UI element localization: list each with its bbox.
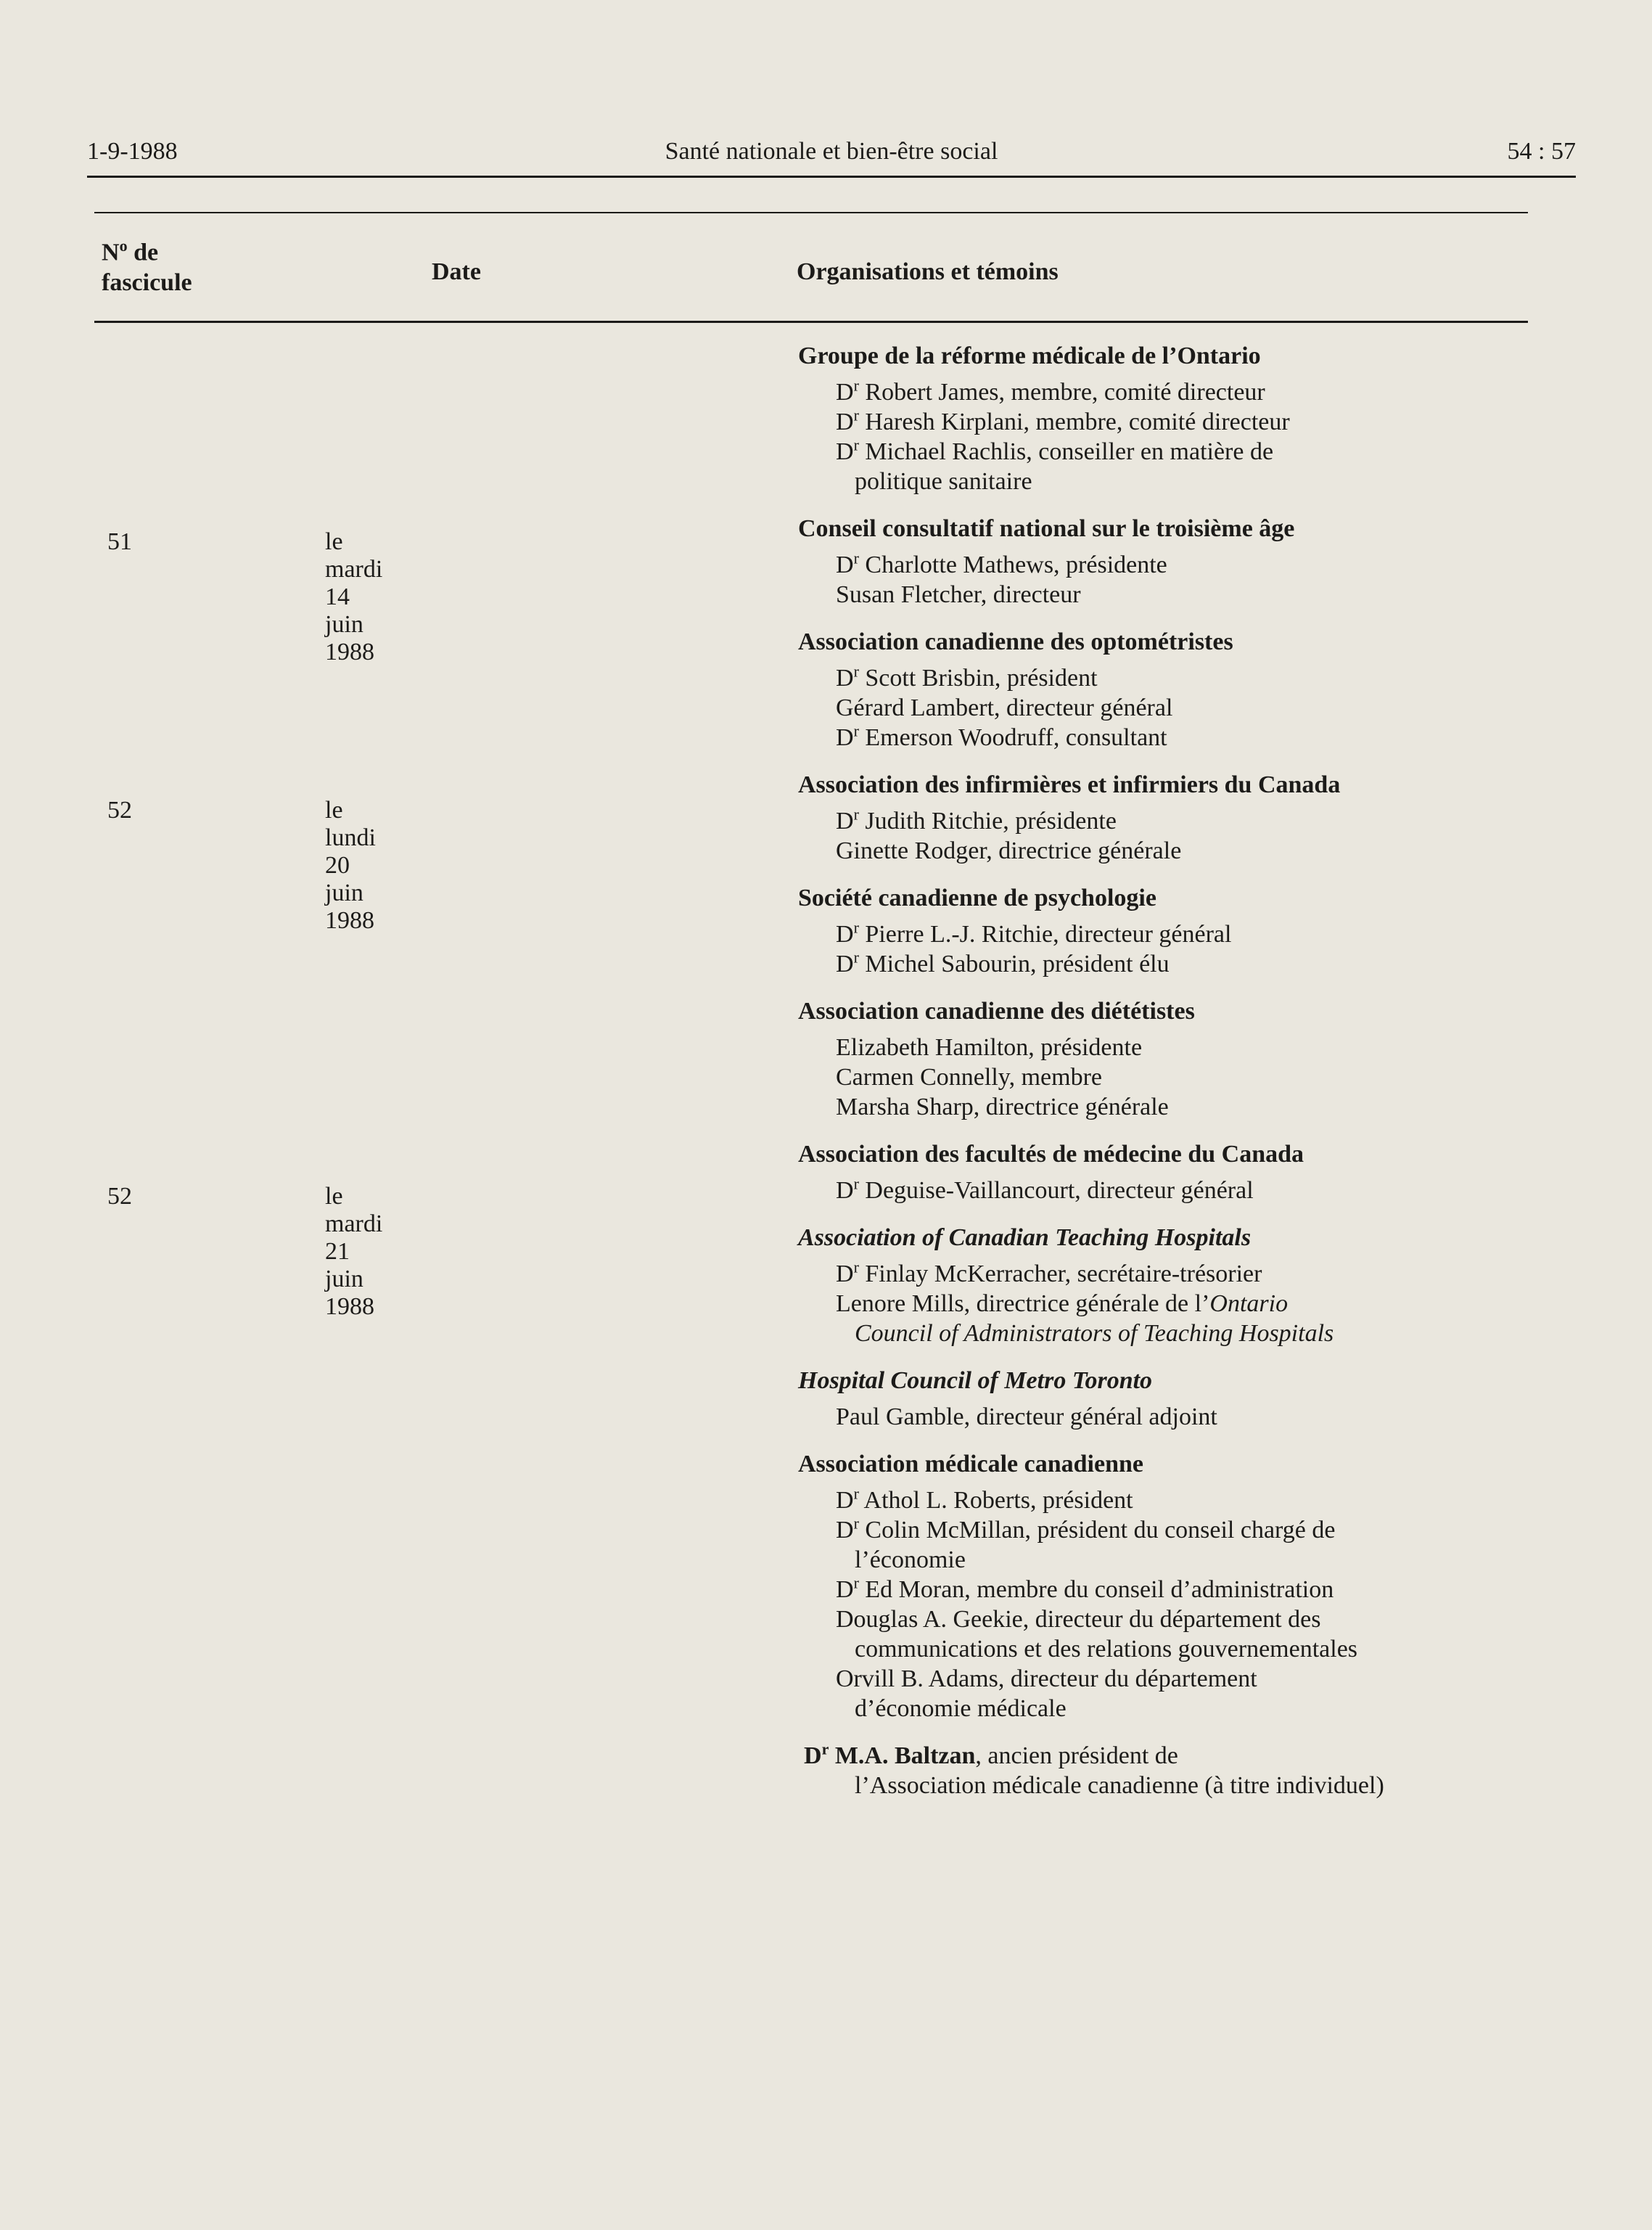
witness: $D^r$ Finlay McKerracher, secrétaire-trésorier bbox=[836, 1258, 1262, 1287]
row-number: 51 bbox=[107, 528, 132, 555]
list-item bbox=[798, 770, 1567, 866]
witness: Ginette Rodger, directrice générale bbox=[836, 837, 1182, 864]
witness: $D^r$ Judith Ritchie, présidente bbox=[836, 805, 1117, 835]
header-organisations: Organisations et témoins bbox=[797, 258, 1059, 285]
org-name: Association médicale canadienne bbox=[798, 1451, 1143, 1477]
list-item bbox=[798, 996, 1567, 1122]
individual-witness: $D^r$ M.A. Baltzan, ancien président de l’Association médicale canadienne (à titre individuel) bbox=[804, 1739, 1384, 1799]
page-header bbox=[87, 129, 1576, 178]
witness: $D^r$ Charlotte Mathews, présidente bbox=[836, 549, 1167, 578]
organisations-list bbox=[798, 341, 1567, 1800]
page-number: 54 : 57 bbox=[1507, 138, 1576, 165]
witness: $D^r$ Ed Moran, membre du conseil d’administration bbox=[836, 1573, 1334, 1603]
row-date: le lundi 20 juin 1988 bbox=[325, 797, 376, 934]
witness: $D^r$ Colin McMillan, président du conseil chargé de l’économie bbox=[836, 1514, 1336, 1573]
org-name: Association canadienne des diététistes bbox=[798, 998, 1195, 1025]
row-number: 52 bbox=[107, 1183, 132, 1210]
header-fascicule: $N^o$ de fascicule bbox=[102, 237, 192, 297]
list-item bbox=[798, 1366, 1567, 1432]
row-date: le mardi 14 juin 1988 bbox=[325, 528, 383, 665]
witness: Douglas A. Geekie, directeur du département des communications et des relations gouvernementales bbox=[836, 1606, 1358, 1663]
org-name: Association canadienne des optométristes bbox=[798, 628, 1233, 655]
org-name: Association des facultés de médecine du Canada bbox=[798, 1141, 1304, 1168]
witness: $D^r$ Athol L. Roberts, président bbox=[836, 1484, 1133, 1514]
org-name: Hospital Council of Metro Toronto bbox=[798, 1367, 1153, 1394]
witness: Gérard Lambert, directeur général bbox=[836, 694, 1173, 721]
row-number: 52 bbox=[107, 797, 132, 824]
column-headers bbox=[94, 212, 1528, 323]
header-date: 1-9-1988 bbox=[87, 138, 178, 165]
witness: $D^r$ Emerson Woodruff, consultant bbox=[836, 721, 1167, 751]
header-date-column: Date bbox=[432, 258, 481, 285]
org-name: Groupe de la réforme médicale de l’Ontario bbox=[798, 343, 1261, 369]
header-title: Santé nationale et bien-être social bbox=[665, 138, 998, 165]
list-item bbox=[798, 627, 1567, 753]
org-name: Association of Canadian Teaching Hospitals bbox=[798, 1224, 1252, 1251]
witness: Marsha Sharp, directrice générale bbox=[836, 1094, 1169, 1120]
witness: Carmen Connelly, membre bbox=[836, 1064, 1102, 1091]
witness: Susan Fletcher, directeur bbox=[836, 581, 1081, 608]
org-name: Association des infirmières et infirmiers du Canada bbox=[798, 771, 1341, 798]
witness: Orvill B. Adams, directeur du département d’économie médicale bbox=[836, 1665, 1257, 1722]
list-item bbox=[798, 341, 1567, 496]
list-item bbox=[798, 1139, 1567, 1205]
witness: $D^r$ Robert James, membre, comité directeur bbox=[836, 376, 1265, 406]
witness: $D^r$ Scott Brisbin, président bbox=[836, 662, 1098, 692]
org-name: Conseil consultatif national sur le troisième âge bbox=[798, 515, 1295, 542]
witness: Lenore Mills, directrice générale de l’Ontario Council of Administrators of Teaching Hospitals bbox=[836, 1290, 1334, 1347]
org-name: Société canadienne de psychologie bbox=[798, 885, 1156, 911]
witness: $D^r$ Deguise-Vaillancourt, directeur général bbox=[836, 1174, 1254, 1204]
list-item bbox=[798, 883, 1567, 979]
list-item bbox=[798, 1449, 1567, 1723]
row-date: le mardi 21 juin 1988 bbox=[325, 1183, 383, 1320]
witness: Paul Gamble, directeur général adjoint bbox=[836, 1403, 1217, 1430]
list-item bbox=[798, 1223, 1567, 1348]
witness: $D^r$ Michel Sabourin, président élu bbox=[836, 948, 1170, 977]
list-item bbox=[798, 514, 1567, 610]
witness: Elizabeth Hamilton, présidente bbox=[836, 1034, 1143, 1061]
witness: $D^r$ Michael Rachlis, conseiller en matière de politique sanitaire bbox=[836, 435, 1274, 495]
witness: $D^r$ Haresh Kirplani, membre, comité directeur bbox=[836, 406, 1290, 435]
witness: $D^r$ Pierre L.-J. Ritchie, directeur général bbox=[836, 918, 1232, 948]
